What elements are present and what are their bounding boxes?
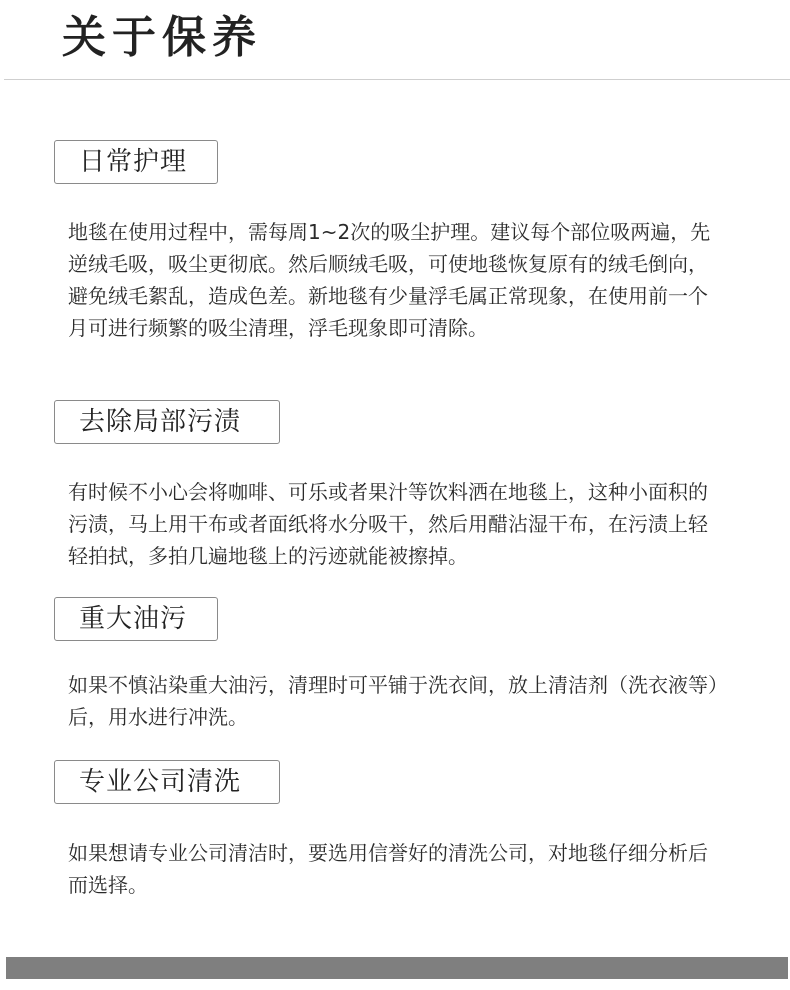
section-body-heavy-oil: 如果不慎沾染重大油污，清理时可平铺于洗衣间，放上清洁剂（洗衣液等）后，用水进行冲洗。: [68, 673, 718, 729]
page-title: 关于保养: [62, 12, 262, 63]
section-body-daily-care: 地毯在使用过程中，需每周1~2次的吸尘护理。建议每个部位吸两遍，先逆绒毛吸，吸尘更彻底。然后顺绒毛吸，可使地毯恢复原有的绒毛倒向，避免绒毛絮乱，造成色差。新地毯有少量浮毛属正常现象，在使用前一个月可进行频繁的吸尘清理，浮毛现象即可清除。: [68, 220, 711, 340]
section-label-heavy-oil: 重大油污: [54, 597, 218, 641]
section-body-stain-removal: 有时候不小心会将咖啡、可乐或者果汁等饮料洒在地毯上，这种小面积的污渍，马上用干布或者面纸将水分吸干，然后用醋沾湿干布，在污渍上轻轻拍拭，多拍几遍地毯上的污迹就能被擦掉。: [68, 480, 708, 568]
footer-bar: [6, 957, 788, 979]
section-body-professional-cleaning: 如果想请专业公司清洁时，要选用信誉好的清洗公司，对地毯仔细分析后而选择。: [68, 841, 708, 897]
section-label-professional-cleaning: 专业公司清洗: [54, 760, 280, 804]
section-label-stain-removal: 去除局部污渍: [54, 400, 280, 444]
section-label-daily-care: 日常护理: [54, 140, 218, 184]
title-divider: [4, 79, 790, 80]
